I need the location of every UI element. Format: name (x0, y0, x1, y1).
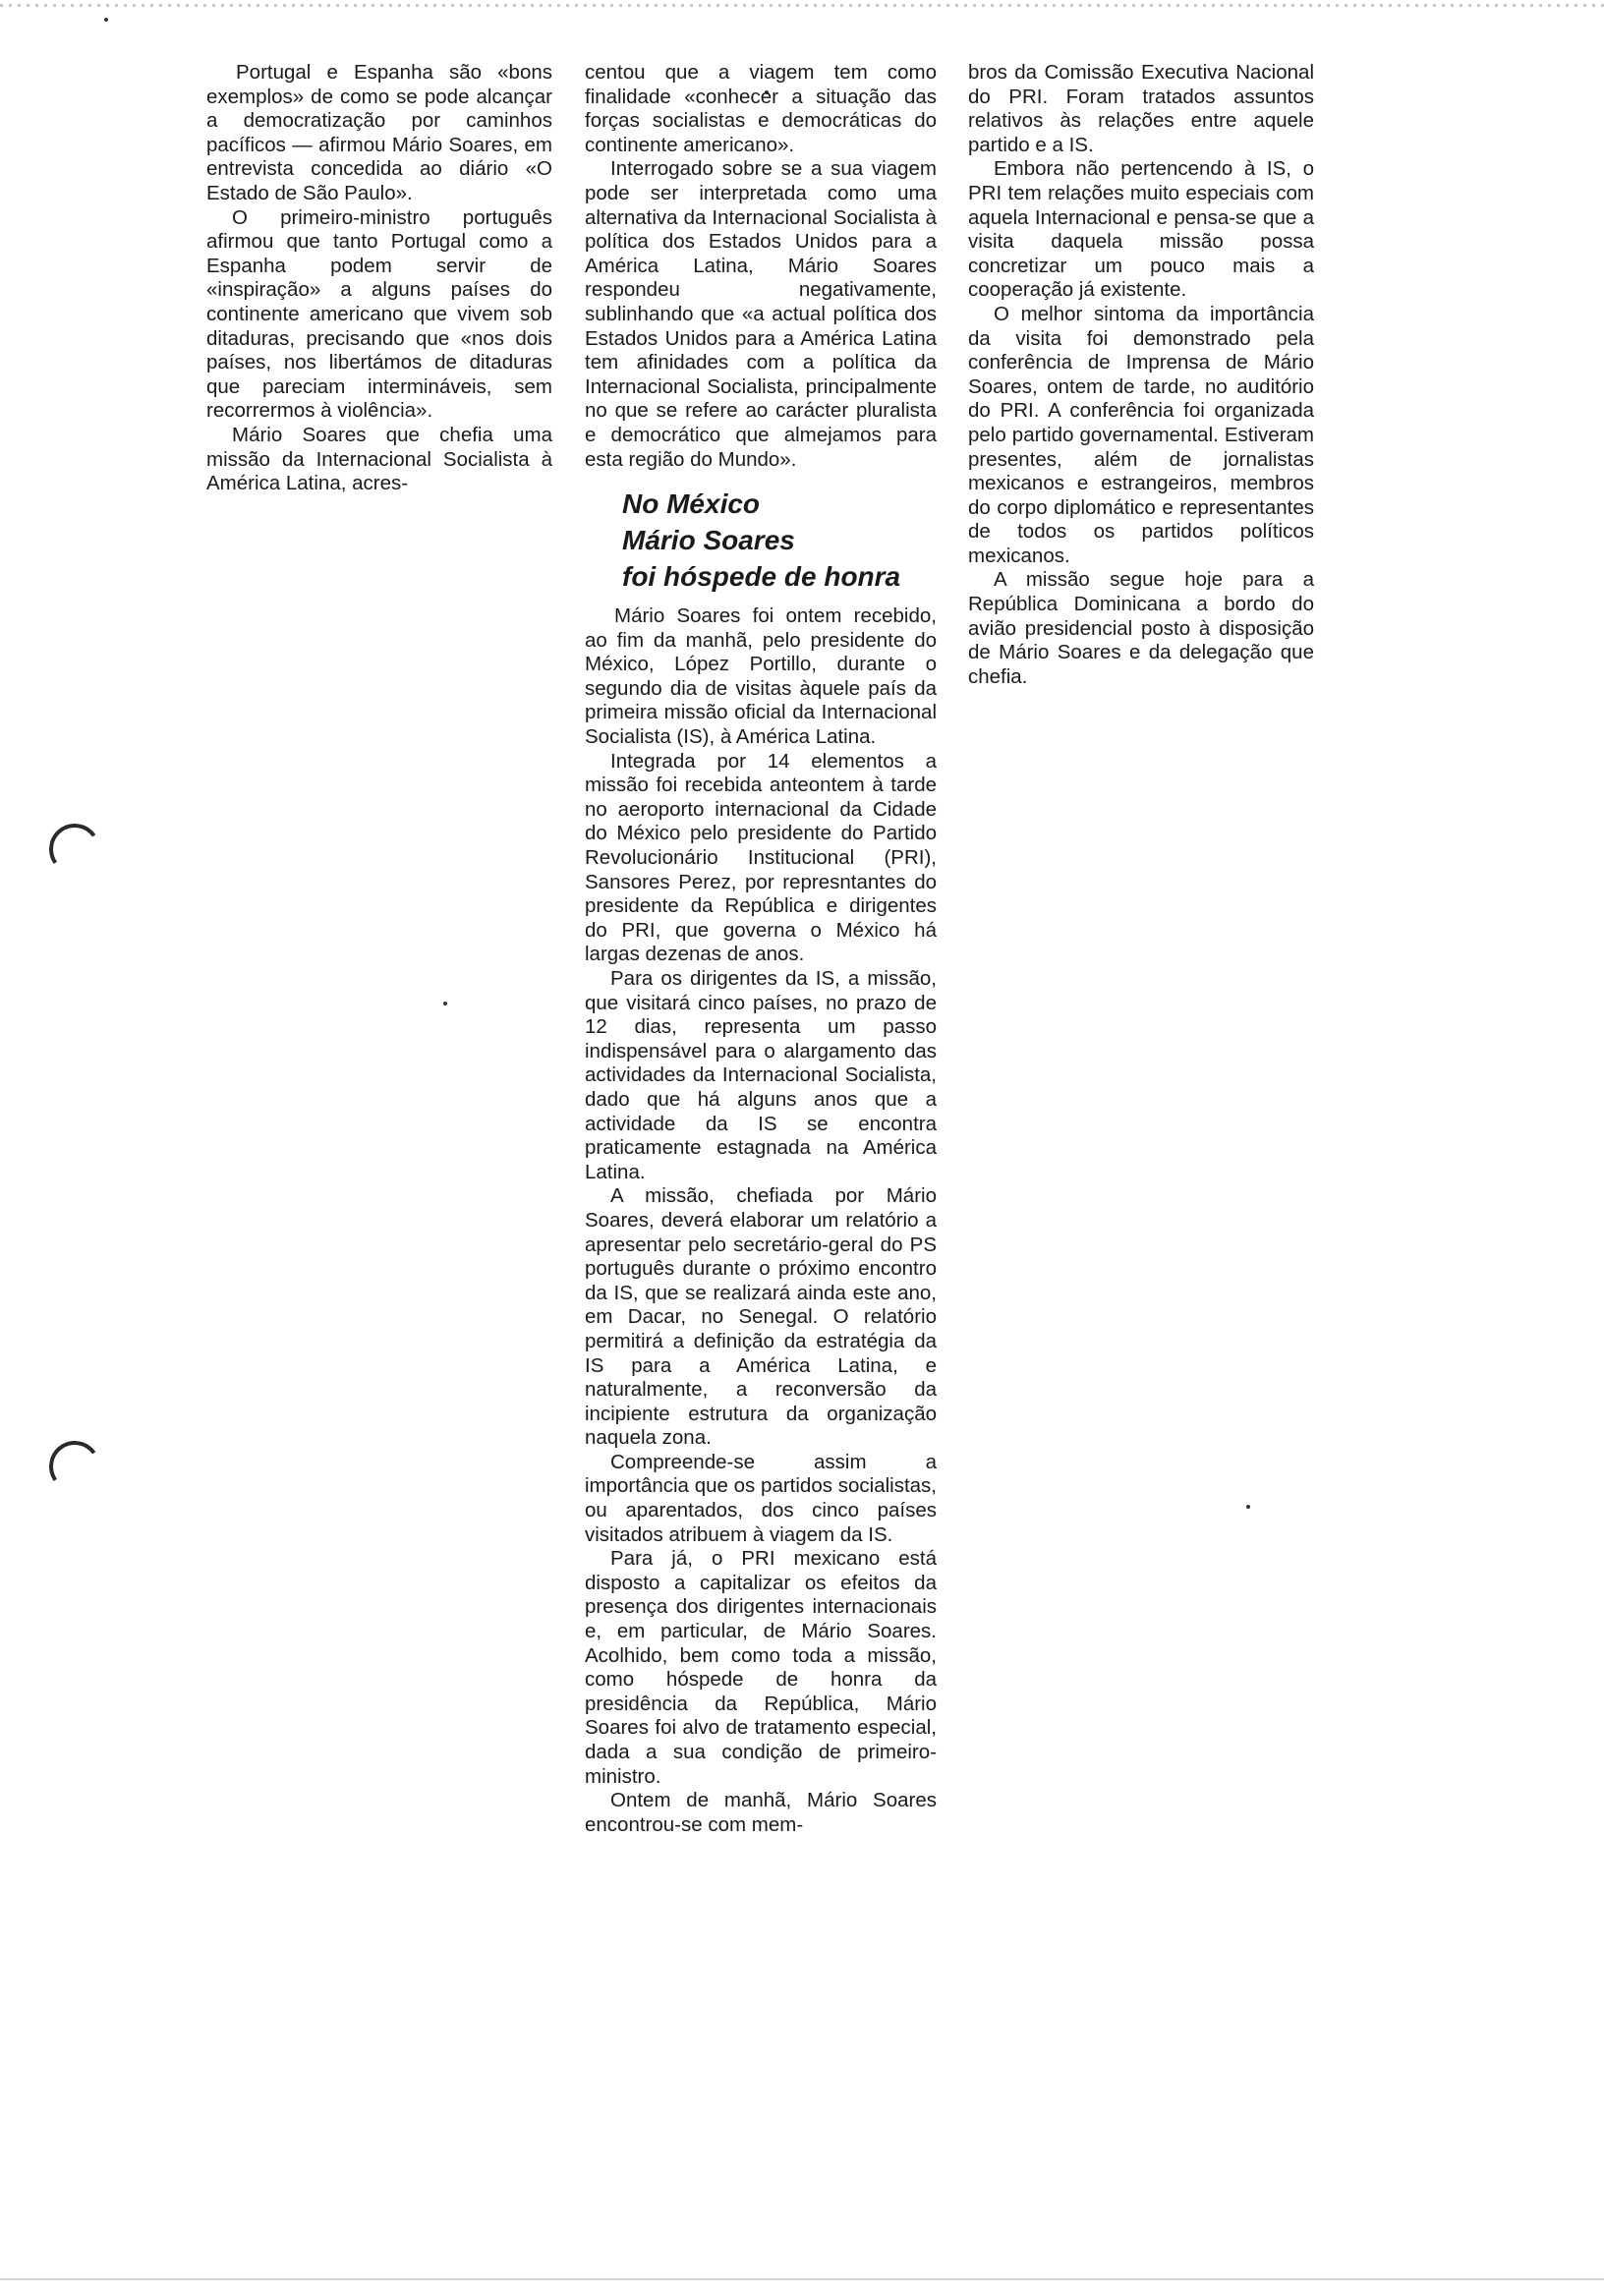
paragraph: Para já, o PRI mexicano está disposto a capitalizar os efeitos da presença dos dirigentes internacionais e, em particular, de Mário Soares. Acolhido, bem como toda a missão, como hóspede de honra da presidência da República, Mário Soares foi alvo de tratamento especial, dada a sua condição de primeiro-ministro. (585, 1547, 937, 1788)
paragraph: Portugal e Espanha são «bons exemplos» de como se pode alcançar a democratização por caminhos pacíficos — afirmou Mário Soares, em entrevista concedida ao diário «O Estado de São Paulo». (206, 61, 552, 204)
subheading-line: No México (622, 488, 761, 520)
paragraph: O melhor sintoma da importância da visita foi demonstrado pela conferência de Imprensa de Mário Soares, ontem de tarde, no auditório do PRI. A conferência foi organizada pelo partido governamental. Estiveram presentes, além de jornalistas mexicanos e estrangeiros, membros do corpo diplomático e representantes de todos os partidos políticos mexicanos. (968, 302, 1314, 567)
punch-hole-top (45, 820, 104, 879)
speck (443, 1002, 447, 1005)
paragraph: Mário Soares foi ontem recebido, ao fim da manhã, pelo presidente do México, López Portillo, durante o segundo dia de visitas àquele país da primeira missão oficial da Internacional Socialista (IS), à América Latina. (585, 604, 937, 749)
article-column-1 (206, 61, 552, 496)
scan-bottom-edge (0, 2278, 1604, 2280)
article-subheading (622, 486, 937, 595)
article-column-3 (968, 61, 1314, 689)
paragraph: Embora não pertencendo à IS, o PRI tem relações muito especiais com aquela Internacional e pensa-se que a visita daquela missão possa concretizar um pouco mais a cooperação já existente. (968, 157, 1314, 302)
paragraph: Mário Soares que chefia uma missão da Internacional Socialista à América Latina, acres- (206, 423, 552, 495)
speck (1246, 1505, 1250, 1509)
punch-hole-bottom (45, 1437, 104, 1496)
paragraph: centou que a viagem tem como finalidade «conhecer a situação das forças socialistas e democráticas do continente americano». (585, 61, 937, 156)
paragraph: O primeiro-ministro português afirmou que tanto Portugal como a Espanha podem servir de «inspiração» a alguns países do continente americano que vivem sob ditaduras, precisando que «nos dois países, nos libertámos de ditaduras que pareciam intermináveis, sem recorrermos à violência». (206, 205, 552, 423)
paragraph: A missão, chefiada por Mário Soares, deverá elaborar um relatório a apresentar pelo secretário-geral do PS português durante o próximo encontro da IS, que se realizará ainda este ano, em Dacar, no Senegal. O relatório permitirá a definição da estratégia da IS para a América Latina, e naturalmente, a reconversão da incipiente estrutura da organização naquela zona. (585, 1184, 937, 1450)
paragraph: Compreende-se assim a importância que os partidos socialistas, ou aparentados, dos cinco países visitados atribuem à viagem da IS. (585, 1450, 937, 1546)
paragraph: Ontem de manhã, Mário Soares encontrou-se com mem- (585, 1789, 937, 1836)
paragraph: Para os dirigentes da IS, a missão, que visitará cinco países, no prazo de 12 dias, representa um passo indispensável para o alargamento das actividades da Internacional Socialista, dado que há alguns anos que a actividade da IS se encontra praticamente estagnada na América Latina. (585, 967, 937, 1183)
speck (104, 18, 108, 22)
paragraph: bros da Comissão Executiva Nacional do PRI. Foram tratados assuntos relativos às relações entre aquele partido e a IS. (968, 61, 1314, 156)
paragraph: A missão segue hoje para a República Dominicana a bordo do avião presidencial posto à disposição de Mário Soares e da delegação que chefia. (968, 568, 1314, 688)
subheading-line: Mário Soares (622, 525, 795, 556)
scan-top-edge (0, 4, 1604, 7)
article-column-2 (585, 61, 937, 1837)
paragraph: Integrada por 14 elementos a missão foi recebida anteontem à tarde no aeroporto internacional da Cidade do México pelo presidente do Partido Revolucionário Institucional (PRI), Sansores Perez, por represntantes do presidente da República e dirigentes do PRI, que governa o México há largas dezenas de anos. (585, 749, 937, 966)
paragraph: Interrogado sobre se a sua viagem pode ser interpretada como uma alternativa da Internacional Socialista à política dos Estados Unidos para a América Latina, Mário Soares respondeu negativamente, sublinhando que «a actual política dos Estados Unidos para a América Latina tem afinidades com a política da Internacional Socialista, principalmente no que se refere ao carácter pluralista e democrático que almejamos para esta região do Mundo». (585, 157, 937, 471)
subheading-line: foi hóspede de honra (622, 561, 901, 593)
